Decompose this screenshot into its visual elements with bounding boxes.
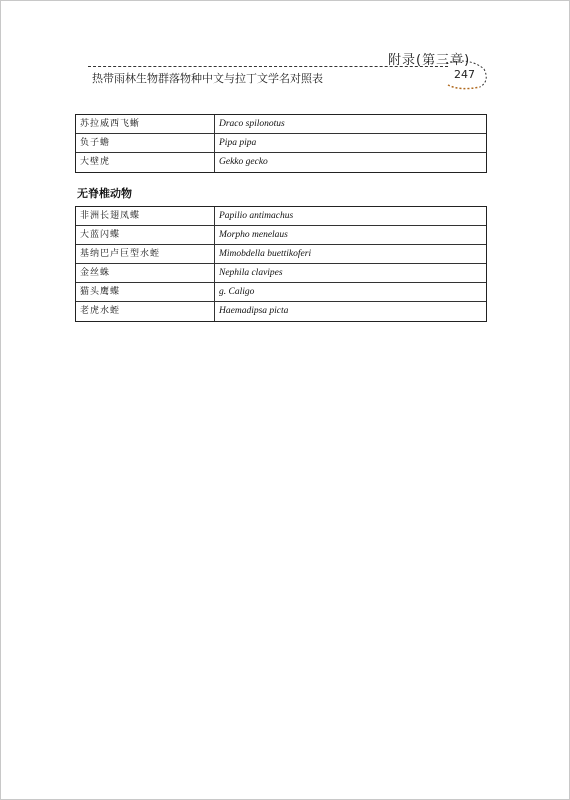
latin-name-cell: Mimobdella buettikoferi xyxy=(219,249,312,259)
chinese-name-cell: 大壁虎 xyxy=(76,153,215,172)
latin-name-cell: Nephila clavipes xyxy=(219,268,283,278)
chinese-name-cell: 非洲长翅凤蝶 xyxy=(76,207,215,225)
table-row xyxy=(76,207,486,226)
table-row xyxy=(76,153,486,172)
section-heading-invertebrates: 无脊椎动物 xyxy=(77,187,132,200)
header-rule xyxy=(88,66,448,67)
table-row xyxy=(76,264,486,283)
chinese-name-cell: 金丝蛛 xyxy=(76,264,215,282)
table-row xyxy=(76,302,486,321)
header-title: 附录(第三章) xyxy=(388,53,471,68)
chinese-name-cell: 基纳巴卢巨型水蛭 xyxy=(76,245,215,263)
chinese-name-cell: 负子蟾 xyxy=(76,134,215,152)
latin-name-cell: Draco spilonotus xyxy=(219,119,285,129)
table-row xyxy=(76,226,486,245)
latin-name-cell: Haemadipsa picta xyxy=(219,306,289,316)
latin-name-cell: Pipa pipa xyxy=(219,138,257,148)
latin-name-cell: Papilio antimachus xyxy=(219,211,294,221)
latin-name-cell: Morpho menelaus xyxy=(219,230,288,240)
species-table-vertebrates xyxy=(75,114,487,173)
page-header xyxy=(0,0,570,100)
table-row xyxy=(76,245,486,264)
latin-name-cell: g. Caligo xyxy=(219,287,255,297)
table-row xyxy=(76,134,486,153)
chinese-name-cell: 老虎水蛭 xyxy=(76,302,215,321)
chinese-name-cell: 苏拉威西飞蜥 xyxy=(76,115,215,133)
chinese-name-cell: 大蓝闪蝶 xyxy=(76,226,215,244)
table-row xyxy=(76,283,486,302)
header-subtitle: 热带雨林生物群落物种中文与拉丁文学名对照表 xyxy=(92,72,323,85)
species-table-invertebrates xyxy=(75,206,487,322)
latin-name-cell: Gekko gecko xyxy=(219,157,268,167)
table-row xyxy=(76,115,486,134)
page-number: 247 xyxy=(454,68,475,81)
chinese-name-cell: 猫头鹰蝶 xyxy=(76,283,215,301)
